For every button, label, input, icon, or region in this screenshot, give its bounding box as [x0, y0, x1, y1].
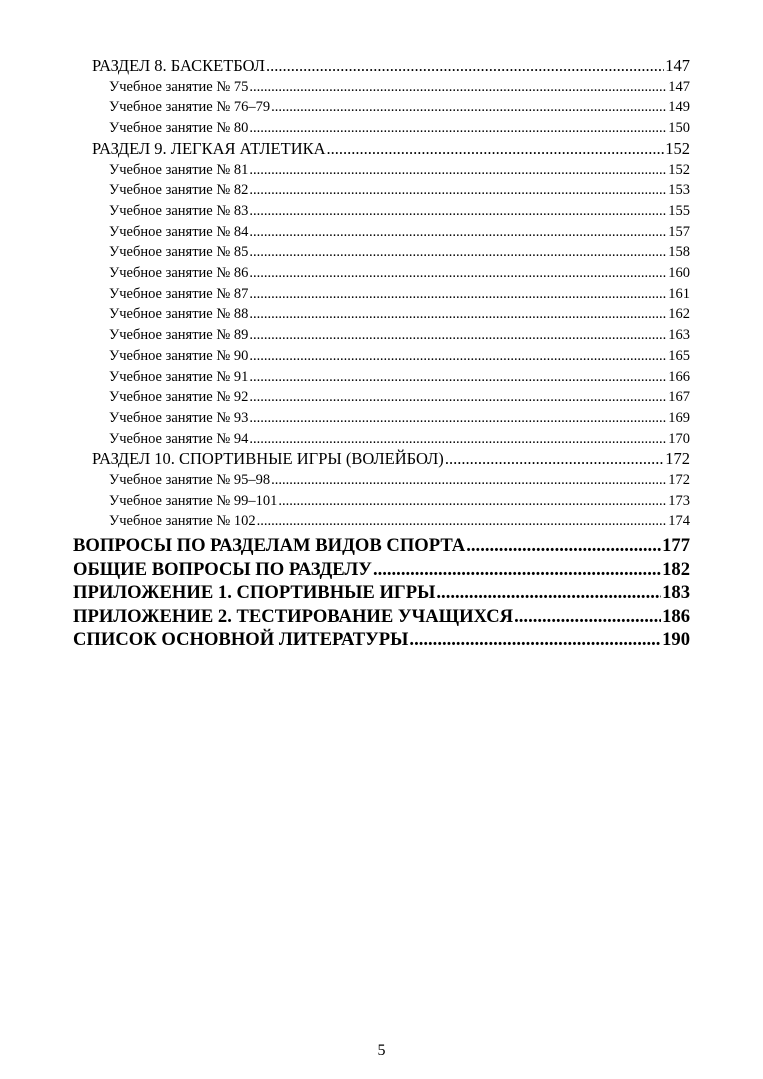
table-of-contents	[73, 56, 690, 652]
toc-lesson-entry[interactable]	[73, 304, 690, 325]
toc-entry-page: 162	[668, 306, 690, 323]
toc-entry-title: ОБЩИЕ ВОПРОСЫ ПО РАЗДЕЛУ	[73, 558, 372, 580]
toc-lesson-entry[interactable]	[73, 408, 690, 429]
toc-entry-page: 169	[668, 409, 690, 426]
toc-entry-title: Учебное занятие № 85	[109, 244, 249, 261]
toc-chapter-entry[interactable]	[73, 628, 690, 652]
toc-entry-title: Учебное занятие № 80	[109, 120, 249, 137]
toc-entry-page: 152	[665, 138, 690, 158]
toc-entry-title: Учебное занятие № 91	[109, 368, 249, 385]
toc-entry-title: Учебное занятие № 86	[109, 265, 249, 282]
toc-entry-title: Учебное занятие № 94	[109, 430, 249, 447]
dot-leader	[249, 201, 667, 222]
toc-entry-page: 173	[668, 492, 690, 509]
toc-entry-page: 163	[668, 327, 690, 344]
dot-leader	[271, 97, 667, 118]
dot-leader	[249, 180, 667, 201]
toc-lesson-entry[interactable]	[73, 201, 690, 222]
toc-entry-page: 177	[662, 535, 690, 557]
toc-lesson-entry[interactable]	[73, 491, 690, 512]
toc-entry-page: 166	[668, 368, 690, 385]
toc-entry-page: 147	[665, 56, 690, 75]
toc-lesson-entry[interactable]	[73, 387, 690, 408]
toc-entry-title: Учебное занятие № 75	[109, 78, 249, 95]
dot-leader	[249, 346, 667, 367]
toc-entry-page: 167	[668, 389, 690, 406]
dot-leader	[249, 77, 667, 98]
dot-leader	[249, 118, 667, 139]
toc-lesson-entry[interactable]	[73, 263, 690, 284]
toc-entry-page: 161	[668, 285, 690, 302]
dot-leader	[436, 581, 661, 605]
toc-entry-title: Учебное занятие № 76–79	[109, 99, 271, 116]
toc-entry-title: Учебное занятие № 92	[109, 389, 249, 406]
toc-entry-title: РАЗДЕЛ 8. БАСКЕТБОЛ	[92, 56, 265, 75]
toc-entry-page: 157	[668, 223, 690, 240]
toc-lesson-entry[interactable]	[73, 160, 690, 181]
dot-leader	[278, 491, 667, 512]
toc-entry-title: Учебное занятие № 87	[109, 285, 249, 302]
toc-entry-title: ВОПРОСЫ ПО РАЗДЕЛАМ ВИДОВ СПОРТА	[73, 535, 466, 557]
toc-entry-title: РАЗДЕЛ 9. ЛЕГКАЯ АТЛЕТИКА	[92, 138, 326, 158]
toc-lesson-entry[interactable]	[73, 180, 690, 201]
dot-leader	[249, 222, 667, 243]
toc-entry-title: Учебное занятие № 102	[109, 513, 256, 530]
toc-section-entry[interactable]	[73, 56, 690, 77]
dot-leader	[257, 511, 668, 532]
toc-entry-page: 158	[668, 244, 690, 261]
dot-leader	[409, 628, 661, 652]
toc-lesson-entry[interactable]	[73, 325, 690, 346]
toc-lesson-entry[interactable]	[73, 242, 690, 263]
toc-lesson-entry[interactable]	[73, 222, 690, 243]
toc-lesson-entry[interactable]	[73, 97, 690, 118]
toc-section-entry[interactable]	[73, 449, 690, 470]
dot-leader	[249, 387, 667, 408]
toc-chapter-entry[interactable]	[73, 558, 690, 582]
dot-leader	[271, 470, 667, 491]
dot-leader	[249, 263, 667, 284]
toc-entry-title: Учебное занятие № 99–101	[109, 492, 278, 509]
toc-entry-page: 152	[668, 161, 690, 178]
toc-entry-page: 149	[668, 99, 690, 116]
toc-entry-title: РАЗДЕЛ 10. СПОРТИВНЫЕ ИГРЫ (ВОЛЕЙБОЛ)	[92, 449, 444, 469]
toc-entry-page: 183	[662, 582, 690, 604]
dot-leader	[249, 367, 667, 388]
dot-leader	[249, 429, 667, 450]
toc-entry-page: 190	[662, 629, 690, 651]
toc-entry-page: 160	[668, 265, 690, 282]
toc-entry-page: 170	[668, 430, 690, 447]
dot-leader	[327, 139, 665, 160]
toc-entry-title: Учебное занятие № 82	[109, 182, 249, 199]
toc-entry-page: 174	[668, 513, 690, 530]
toc-entry-page: 150	[668, 120, 690, 137]
dot-leader	[249, 408, 667, 429]
dot-leader	[373, 558, 661, 582]
toc-entry-page: 172	[665, 449, 690, 469]
toc-entry-page: 165	[668, 347, 690, 364]
toc-lesson-entry[interactable]	[73, 118, 690, 139]
dot-leader	[249, 325, 667, 346]
toc-entry-page: 155	[668, 203, 690, 220]
toc-chapter-entry[interactable]	[73, 605, 690, 629]
toc-entry-page: 153	[668, 182, 690, 199]
dot-leader	[514, 605, 661, 629]
dot-leader	[249, 304, 667, 325]
toc-entry-title: Учебное занятие № 84	[109, 223, 249, 240]
toc-entry-title: ПРИЛОЖЕНИЕ 1. СПОРТИВНЫЕ ИГРЫ	[73, 582, 436, 604]
toc-entry-title: Учебное занятие № 88	[109, 306, 249, 323]
toc-lesson-entry[interactable]	[73, 470, 690, 491]
toc-lesson-entry[interactable]	[73, 511, 690, 532]
toc-entry-title: Учебное занятие № 83	[109, 203, 249, 220]
toc-entry-page: 186	[662, 605, 690, 627]
toc-lesson-entry[interactable]	[73, 367, 690, 388]
toc-entry-title: Учебное занятие № 81	[109, 161, 249, 178]
toc-entry-page: 182	[662, 558, 690, 580]
dot-leader	[466, 534, 661, 558]
toc-entry-title: Учебное занятие № 89	[109, 327, 249, 344]
dot-leader	[249, 242, 667, 263]
toc-lesson-entry[interactable]	[73, 77, 690, 98]
toc-lesson-entry[interactable]	[73, 346, 690, 367]
toc-chapter-entry[interactable]	[73, 581, 690, 605]
toc-entry-page: 172	[668, 472, 690, 489]
toc-lesson-entry[interactable]	[73, 284, 690, 305]
toc-entry-page: 147	[668, 78, 690, 95]
dot-leader	[249, 160, 667, 181]
dot-leader	[445, 449, 664, 470]
toc-chapter-entry[interactable]	[73, 534, 690, 558]
toc-entry-title: СПИСОК ОСНОВНОЙ ЛИТЕРАТУРЫ	[73, 629, 409, 651]
dot-leader	[249, 284, 667, 305]
toc-entry-title: Учебное занятие № 90	[109, 347, 249, 364]
toc-lesson-entry[interactable]	[73, 429, 690, 450]
toc-section-entry[interactable]	[73, 139, 690, 160]
toc-entry-title: ПРИЛОЖЕНИЕ 2. ТЕСТИРОВАНИЕ УЧАЩИХСЯ	[73, 605, 514, 627]
toc-entry-title: Учебное занятие № 95–98	[109, 472, 271, 489]
toc-entry-title: Учебное занятие № 93	[109, 409, 249, 426]
page-number: 5	[377, 1042, 386, 1059]
dot-leader	[266, 56, 664, 77]
